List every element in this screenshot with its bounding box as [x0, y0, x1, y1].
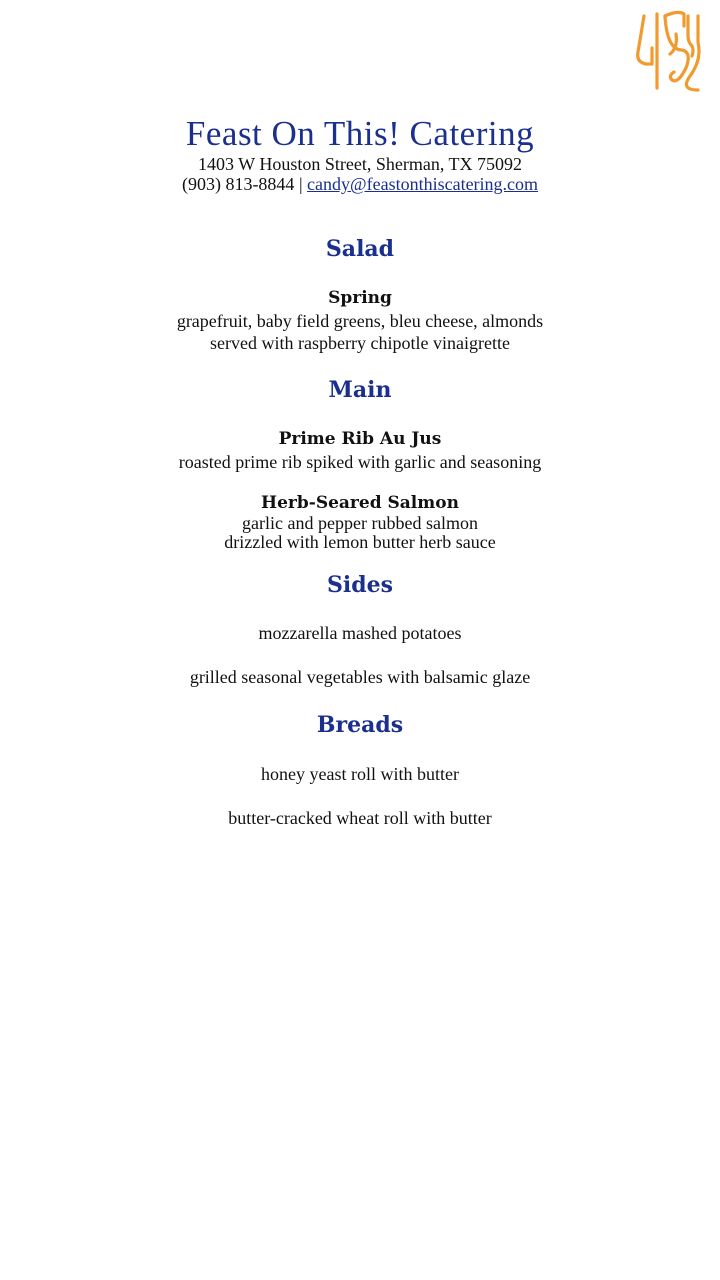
menu-item-name: Spring [328, 288, 392, 308]
section-title-main: Main [328, 377, 392, 403]
menu-item-description: served with raspberry chipotle vinaigrette [210, 333, 510, 353]
menu-item-description: drizzled with lemon butter herb sauce [224, 532, 496, 552]
menu-item-name: Herb-Seared Salmon [261, 493, 459, 513]
fork-icon [632, 10, 704, 94]
email-link[interactable]: candy@feastonthiscatering.com [307, 174, 539, 194]
menu-item-description: garlic and pepper rubbed salmon [242, 513, 478, 533]
menu-item-description: grilled seasonal vegetables with balsamic glaze [189, 667, 531, 687]
phone-number: (903) 813-8844 [181, 174, 295, 194]
catering-header [0, 114, 720, 194]
menu-item-description: honey yeast roll with butter [261, 764, 459, 784]
business-name: Feast On This! Catering [185, 114, 535, 153]
menu-item-description: butter-cracked wheat roll with butter [228, 808, 492, 828]
section-title-sides: Sides [326, 572, 393, 598]
contact-line [0, 174, 720, 194]
menu-item-name: Prime Rib Au Jus [278, 429, 442, 449]
section-title-salad: Salad [325, 236, 395, 262]
menu-item-description: grapefruit, baby field greens, bleu cheese, almonds [176, 311, 544, 331]
section-title-breads: Breads [316, 712, 404, 738]
separator: | [294, 174, 308, 194]
menu-item-description: roasted prime rib spiked with garlic and seasoning [178, 452, 542, 472]
menu-item-description: mozzarella mashed potatoes [258, 623, 462, 643]
address: 1403 W Houston Street, Sherman, TX 75092 [198, 154, 522, 174]
